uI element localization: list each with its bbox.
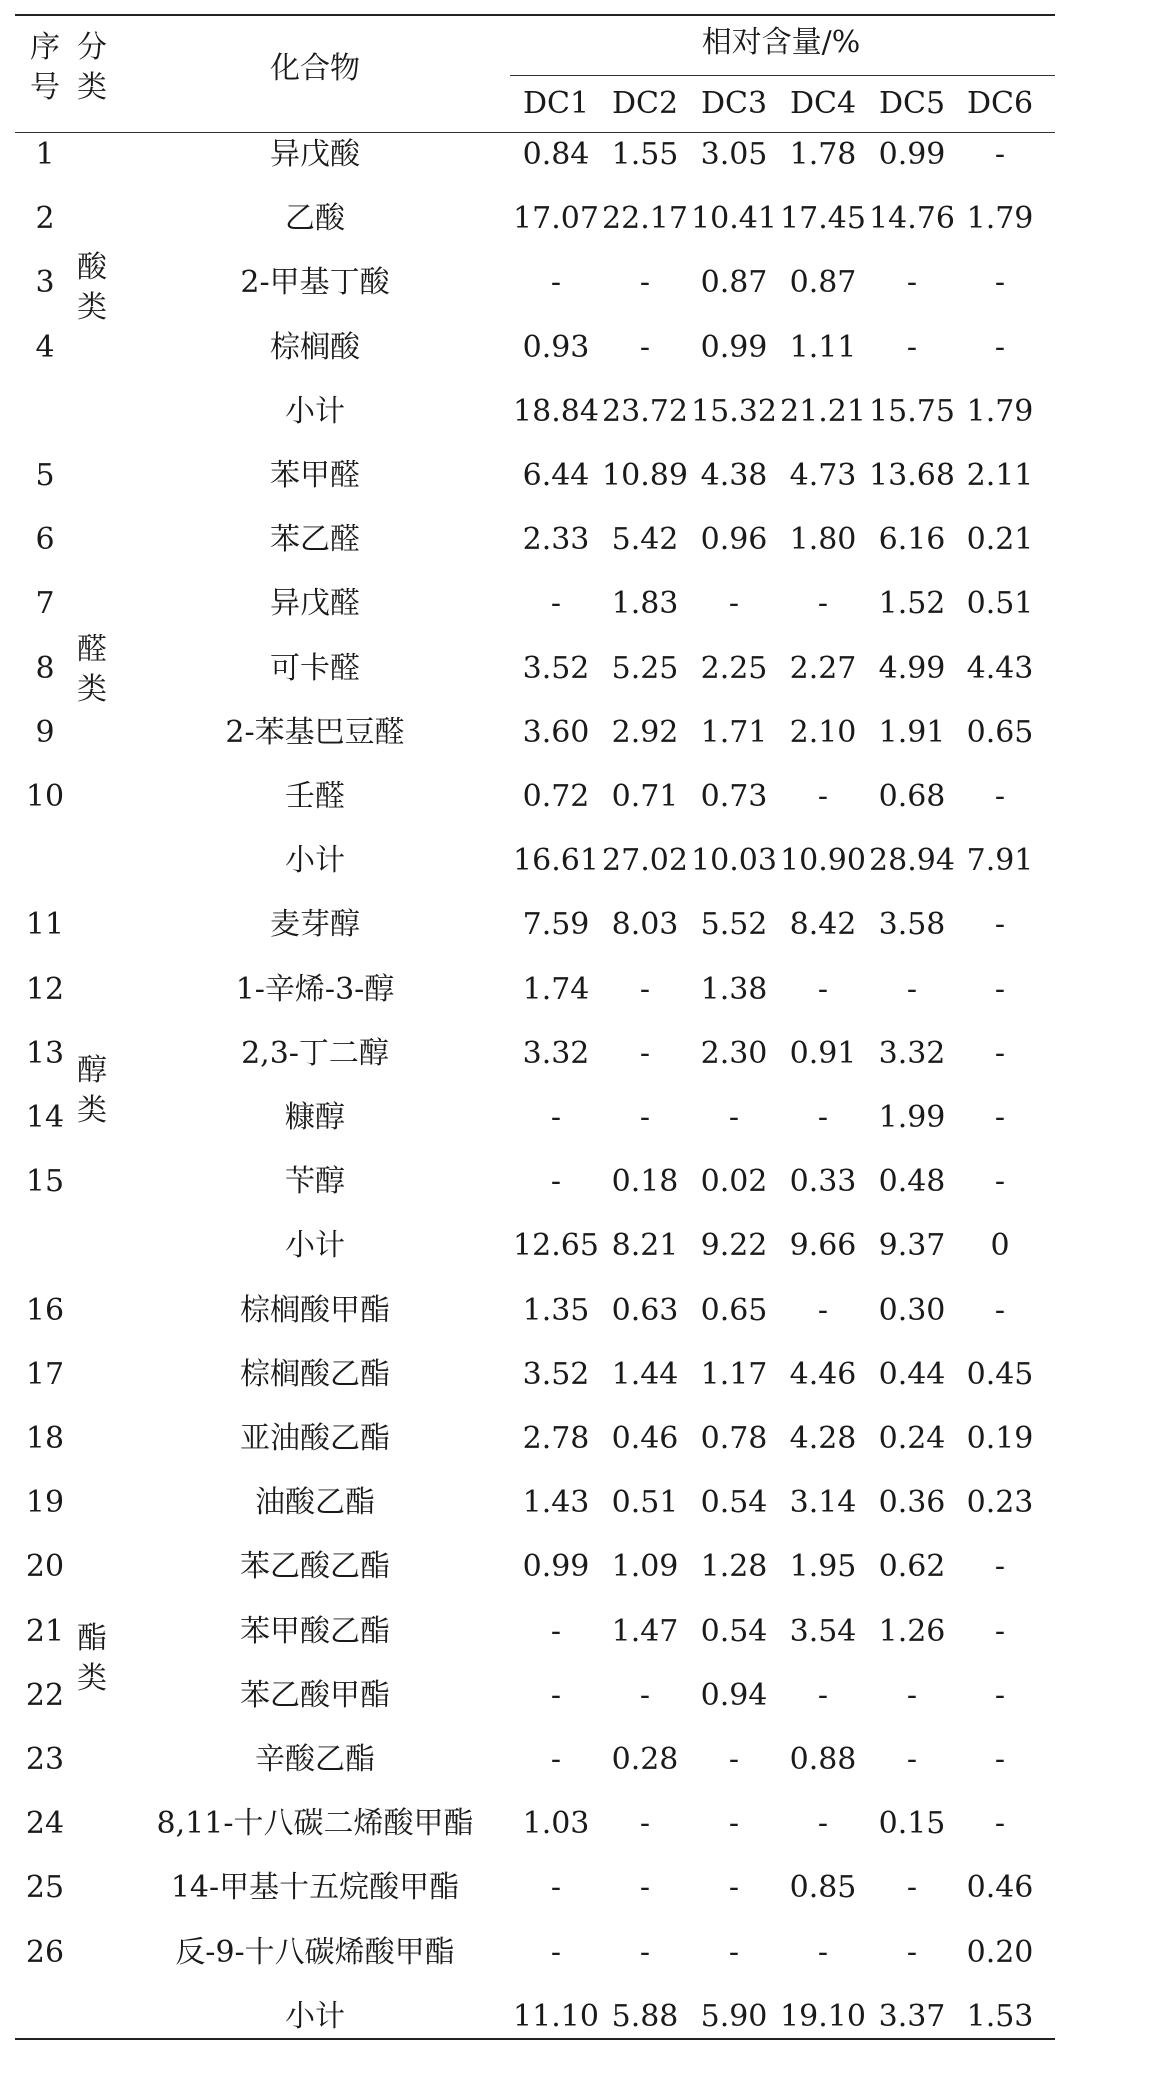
- value-cell: 0.84: [522, 137, 590, 172]
- value-cell: 11.10: [513, 1998, 599, 2034]
- compound-name: 2-甲基丁酸: [240, 265, 390, 301]
- value-cell: -: [994, 1806, 1006, 1842]
- category-char: 类: [77, 1661, 107, 1696]
- value-cell: 0.96: [700, 522, 768, 558]
- value-cell: 1.99: [878, 1100, 946, 1135]
- value-cell: 0.99: [878, 137, 946, 172]
- value-cell: 0.51: [611, 1485, 679, 1521]
- value-cell: 1.71: [700, 714, 768, 750]
- value-cell: 3.52: [522, 650, 590, 686]
- value-cell: 1.11: [789, 329, 857, 365]
- compound-name: 小计: [285, 1228, 345, 1264]
- value-cell: -: [906, 329, 918, 365]
- row-number: 14: [25, 1100, 65, 1135]
- value-cell: -: [817, 586, 829, 622]
- value-cell: 9.66: [789, 1228, 857, 1264]
- row-number: 7: [35, 586, 55, 622]
- value-cell: 10.03: [691, 843, 777, 879]
- value-cell: 17.45: [780, 201, 866, 237]
- value-cell: 0.93: [522, 329, 590, 365]
- compound-name: 乙酸: [285, 201, 345, 237]
- value-cell: -: [639, 1934, 651, 1970]
- value-cell: 1.80: [789, 522, 857, 558]
- value-cell: -: [817, 1100, 829, 1135]
- value-cell: -: [817, 1934, 829, 1970]
- compound-name: 苄醇: [285, 1164, 345, 1200]
- value-cell: 5.52: [700, 907, 768, 943]
- value-cell: -: [994, 1035, 1006, 1071]
- value-cell: 1.52: [878, 586, 946, 622]
- value-cell: -: [994, 971, 1006, 1007]
- value-cell: 0.99: [700, 329, 768, 365]
- value-cell: 0.68: [878, 779, 946, 814]
- value-cell: -: [817, 971, 829, 1007]
- value-cell: -: [906, 1934, 918, 1970]
- value-cell: 0.87: [789, 265, 857, 301]
- compound-name: 苯乙酸乙酯: [240, 1549, 390, 1585]
- value-cell: 2.92: [611, 714, 679, 750]
- value-cell: 3.52: [522, 1356, 590, 1392]
- value-cell: -: [639, 1035, 651, 1071]
- value-cell: -: [994, 779, 1006, 814]
- value-cell: 1.03: [522, 1806, 590, 1842]
- value-cell: 0.28: [611, 1742, 679, 1777]
- row-number: 22: [25, 1677, 65, 1713]
- header-compound: 化合物: [270, 51, 360, 86]
- value-cell: 0.18: [611, 1164, 679, 1200]
- header-category: [74, 28, 110, 108]
- value-cell: -: [550, 586, 562, 622]
- value-cell: -: [728, 1870, 740, 1906]
- value-cell: 1.74: [522, 971, 590, 1007]
- value-cell: 4.28: [789, 1421, 857, 1456]
- compound-name: 小计: [285, 1998, 345, 2034]
- value-cell: 3.37: [878, 1998, 946, 2034]
- header-category-char: 类: [77, 70, 107, 105]
- value-cell: 0.15: [878, 1806, 946, 1842]
- value-cell: 4.73: [789, 458, 857, 493]
- compound-name: 异戊醛: [270, 586, 360, 622]
- value-cell: 3.32: [878, 1035, 946, 1071]
- value-cell: 0.19: [966, 1421, 1034, 1456]
- row-number: 17: [25, 1356, 65, 1392]
- value-cell: 15.32: [691, 393, 777, 429]
- row-number: 9: [35, 714, 55, 750]
- compound-name: 苯乙酸甲酯: [240, 1677, 390, 1713]
- row-number: 1: [35, 137, 55, 172]
- header-category-char: 分: [77, 30, 107, 65]
- value-cell: -: [639, 1100, 651, 1135]
- category-label: [74, 1619, 110, 1699]
- value-cell: 8.42: [789, 907, 857, 943]
- value-cell: -: [550, 1613, 562, 1649]
- compound-name: 亚油酸乙酯: [240, 1421, 390, 1456]
- header-sample-dc6: DC6: [966, 86, 1034, 121]
- value-cell: -: [550, 1870, 562, 1906]
- value-cell: -: [817, 1677, 829, 1713]
- row-number: 19: [25, 1485, 65, 1521]
- value-cell: 0.54: [700, 1613, 768, 1649]
- compound-name: 棕榈酸乙酯: [240, 1356, 390, 1392]
- value-cell: -: [994, 1613, 1006, 1649]
- value-cell: 8.03: [611, 907, 679, 943]
- value-cell: 1.79: [966, 393, 1034, 429]
- value-cell: -: [994, 907, 1006, 943]
- value-cell: 4.38: [700, 458, 768, 493]
- value-cell: 13.68: [869, 458, 955, 493]
- row-number: 12: [25, 971, 65, 1007]
- value-cell: 3.32: [522, 1035, 590, 1071]
- value-cell: -: [728, 586, 740, 622]
- value-cell: 5.25: [611, 650, 679, 686]
- value-cell: 0.71: [611, 779, 679, 814]
- value-cell: 5.90: [700, 1998, 768, 2034]
- value-cell: -: [550, 1934, 562, 1970]
- compound-name: 小计: [285, 393, 345, 429]
- compound-name: 棕榈酸甲酯: [240, 1292, 390, 1328]
- value-cell: 0.54: [700, 1485, 768, 1521]
- value-cell: 0.36: [878, 1485, 946, 1521]
- value-cell: 0.45: [966, 1356, 1034, 1392]
- compound-name: 棕榈酸: [270, 329, 360, 365]
- value-cell: 1.17: [700, 1356, 768, 1392]
- value-cell: -: [994, 1292, 1006, 1328]
- table-bottom-rule: [15, 2038, 1055, 2040]
- value-cell: 0.23: [966, 1485, 1034, 1521]
- compound-name: 异戊酸: [270, 137, 360, 172]
- value-cell: 0.65: [966, 714, 1034, 750]
- value-cell: 7.91: [966, 843, 1034, 879]
- row-number: 6: [35, 522, 55, 558]
- value-cell: 2.33: [522, 522, 590, 558]
- value-cell: -: [728, 1742, 740, 1777]
- row-number: 10: [25, 779, 65, 814]
- value-cell: 0.21: [966, 522, 1034, 558]
- category-char: 类: [77, 1093, 107, 1128]
- value-cell: 1.83: [611, 586, 679, 622]
- value-cell: 3.14: [789, 1485, 857, 1521]
- value-cell: -: [639, 329, 651, 365]
- compound-name: 小计: [285, 843, 345, 879]
- value-cell: 2.11: [966, 458, 1034, 493]
- value-cell: -: [550, 1164, 562, 1200]
- value-cell: -: [994, 1164, 1006, 1200]
- compound-name: 壬醛: [285, 779, 345, 814]
- value-cell: -: [994, 1677, 1006, 1713]
- category-label: [74, 248, 110, 328]
- value-cell: 12.65: [513, 1228, 599, 1264]
- value-cell: -: [550, 1742, 562, 1777]
- row-number: 25: [25, 1870, 65, 1906]
- category-char: 类: [77, 290, 107, 325]
- value-cell: -: [994, 137, 1006, 172]
- compound-name: 14-甲基十五烷酸甲酯: [170, 1870, 460, 1906]
- value-cell: -: [728, 1806, 740, 1842]
- value-cell: 5.88: [611, 1998, 679, 2034]
- value-cell: -: [728, 1934, 740, 1970]
- value-cell: 0.46: [611, 1421, 679, 1456]
- value-cell: 1.43: [522, 1485, 590, 1521]
- value-cell: 9.22: [700, 1228, 768, 1264]
- compound-name: 油酸乙酯: [255, 1485, 375, 1521]
- row-number: 26: [25, 1934, 65, 1970]
- value-cell: -: [994, 1100, 1006, 1135]
- row-number: 18: [25, 1421, 65, 1456]
- value-cell: 0.44: [878, 1356, 946, 1392]
- value-cell: -: [906, 971, 918, 1007]
- value-cell: 1.78: [789, 137, 857, 172]
- value-cell: 16.61: [513, 843, 599, 879]
- value-cell: 0.73: [700, 779, 768, 814]
- table-top-rule: [15, 14, 1055, 16]
- value-cell: 0.99: [522, 1549, 590, 1585]
- value-cell: 9.37: [878, 1228, 946, 1264]
- row-number: 24: [25, 1806, 65, 1842]
- category-label: [74, 1051, 110, 1131]
- value-cell: 21.21: [780, 393, 866, 429]
- value-cell: -: [639, 1806, 651, 1842]
- category-char: 醛: [77, 632, 107, 667]
- row-number: 15: [25, 1164, 65, 1200]
- value-cell: 10.89: [602, 458, 688, 493]
- value-cell: -: [817, 1806, 829, 1842]
- compound-name: 麦芽醇: [270, 907, 360, 943]
- compound-name: 辛酸乙酯: [255, 1742, 375, 1777]
- value-cell: -: [994, 1549, 1006, 1585]
- value-cell: 2.27: [789, 650, 857, 686]
- header-sample-dc5: DC5: [878, 86, 946, 121]
- category-label: [74, 630, 110, 710]
- compound-name: 反-9-十八碳烯酸甲酯: [175, 1934, 455, 1970]
- value-cell: 19.10: [780, 1998, 866, 2034]
- value-cell: 8.21: [611, 1228, 679, 1264]
- value-cell: 0.87: [700, 265, 768, 301]
- header-seq-char: 号: [30, 70, 60, 105]
- value-cell: -: [817, 1292, 829, 1328]
- value-cell: 7.59: [522, 907, 590, 943]
- value-cell: 1.44: [611, 1356, 679, 1392]
- value-cell: 3.05: [700, 137, 768, 172]
- header-bottom-rule: [15, 132, 1055, 133]
- value-cell: 2.30: [700, 1035, 768, 1071]
- value-cell: -: [994, 265, 1006, 301]
- value-cell: 10.90: [780, 843, 866, 879]
- category-char: 酸: [77, 250, 107, 285]
- value-cell: 1.47: [611, 1613, 679, 1649]
- value-cell: -: [906, 265, 918, 301]
- value-cell: 1.91: [878, 714, 946, 750]
- value-cell: -: [994, 1742, 1006, 1777]
- content-header-rule: [510, 75, 1055, 76]
- category-char: 类: [77, 672, 107, 707]
- value-cell: 1.55: [611, 137, 679, 172]
- value-cell: 0.62: [878, 1549, 946, 1585]
- value-cell: 3.54: [789, 1613, 857, 1649]
- value-cell: -: [550, 265, 562, 301]
- header-sample-dc4: DC4: [789, 86, 857, 121]
- row-number: 5: [35, 458, 55, 493]
- value-cell: 0: [990, 1228, 1010, 1264]
- value-cell: 0.46: [966, 1870, 1034, 1906]
- value-cell: 3.60: [522, 714, 590, 750]
- value-cell: -: [639, 265, 651, 301]
- value-cell: 0.88: [789, 1742, 857, 1777]
- value-cell: 14.76: [869, 201, 955, 237]
- value-cell: -: [728, 1100, 740, 1135]
- value-cell: 1.95: [789, 1549, 857, 1585]
- value-cell: 4.46: [789, 1356, 857, 1392]
- value-cell: 23.72: [602, 393, 688, 429]
- compound-name: 1-辛烯-3-醇: [235, 971, 395, 1007]
- value-cell: 0.78: [700, 1421, 768, 1456]
- row-number: 21: [25, 1613, 65, 1649]
- value-cell: -: [550, 1677, 562, 1713]
- compound-name: 可卡醛: [270, 650, 360, 686]
- row-number: 3: [35, 265, 55, 301]
- value-cell: 2.25: [700, 650, 768, 686]
- header-content-title: 相对含量/%: [701, 25, 861, 60]
- row-number: 23: [25, 1742, 65, 1777]
- value-cell: -: [817, 779, 829, 814]
- value-cell: -: [906, 1677, 918, 1713]
- value-cell: 4.43: [966, 650, 1034, 686]
- value-cell: 10.41: [691, 201, 777, 237]
- value-cell: 4.99: [878, 650, 946, 686]
- header-seq-char: 序: [30, 30, 60, 65]
- value-cell: 1.28: [700, 1549, 768, 1585]
- value-cell: 0.33: [789, 1164, 857, 1200]
- value-cell: 27.02: [602, 843, 688, 879]
- value-cell: 0.51: [966, 586, 1034, 622]
- value-cell: 2.78: [522, 1421, 590, 1456]
- row-number: 16: [25, 1292, 65, 1328]
- value-cell: 1.53: [966, 1998, 1034, 2034]
- row-number: 4: [35, 329, 55, 365]
- value-cell: -: [639, 971, 651, 1007]
- value-cell: -: [994, 329, 1006, 365]
- value-cell: 0.02: [700, 1164, 768, 1200]
- value-cell: -: [906, 1742, 918, 1777]
- value-cell: 6.16: [878, 522, 946, 558]
- value-cell: 5.42: [611, 522, 679, 558]
- value-cell: 1.38: [700, 971, 768, 1007]
- value-cell: -: [639, 1677, 651, 1713]
- value-cell: 28.94: [869, 843, 955, 879]
- value-cell: 22.17: [602, 201, 688, 237]
- header-sample-dc1: DC1: [522, 86, 590, 121]
- compound-name: 8,11-十八碳二烯酸甲酯: [156, 1806, 474, 1842]
- compound-name: 2,3-丁二醇: [241, 1035, 389, 1071]
- value-cell: 1.35: [522, 1292, 590, 1328]
- value-cell: 0.72: [522, 779, 590, 814]
- row-number: 20: [25, 1549, 65, 1585]
- header-sample-dc3: DC3: [700, 86, 768, 121]
- row-number: 13: [25, 1035, 65, 1071]
- compound-name: 苯甲酸乙酯: [240, 1613, 390, 1649]
- header-seq: [27, 28, 63, 108]
- value-cell: 18.84: [513, 393, 599, 429]
- row-number: 2: [35, 201, 55, 237]
- row-number: 8: [35, 650, 55, 686]
- value-cell: 0.63: [611, 1292, 679, 1328]
- value-cell: 1.79: [966, 201, 1034, 237]
- value-cell: 0.30: [878, 1292, 946, 1328]
- value-cell: 1.09: [611, 1549, 679, 1585]
- row-number: 11: [25, 907, 65, 943]
- value-cell: 0.20: [966, 1934, 1034, 1970]
- value-cell: 3.58: [878, 907, 946, 943]
- compound-name: 苯乙醛: [270, 522, 360, 558]
- value-cell: 0.85: [789, 1870, 857, 1906]
- value-cell: 0.48: [878, 1164, 946, 1200]
- compound-name: 糠醇: [285, 1100, 345, 1135]
- value-cell: 2.10: [789, 714, 857, 750]
- value-cell: 0.91: [789, 1035, 857, 1071]
- value-cell: 6.44: [522, 458, 590, 493]
- value-cell: 1.26: [878, 1613, 946, 1649]
- compound-name: 2-苯基巴豆醛: [225, 714, 405, 750]
- value-cell: 0.24: [878, 1421, 946, 1456]
- category-char: 酯: [77, 1621, 107, 1656]
- value-cell: -: [550, 1100, 562, 1135]
- compound-name: 苯甲醛: [270, 458, 360, 493]
- value-cell: -: [906, 1870, 918, 1906]
- value-cell: 0.94: [700, 1677, 768, 1713]
- value-cell: 17.07: [513, 201, 599, 237]
- value-cell: 15.75: [869, 393, 955, 429]
- category-char: 醇: [77, 1053, 107, 1088]
- value-cell: -: [639, 1870, 651, 1906]
- header-sample-dc2: DC2: [611, 86, 679, 121]
- value-cell: 0.65: [700, 1292, 768, 1328]
